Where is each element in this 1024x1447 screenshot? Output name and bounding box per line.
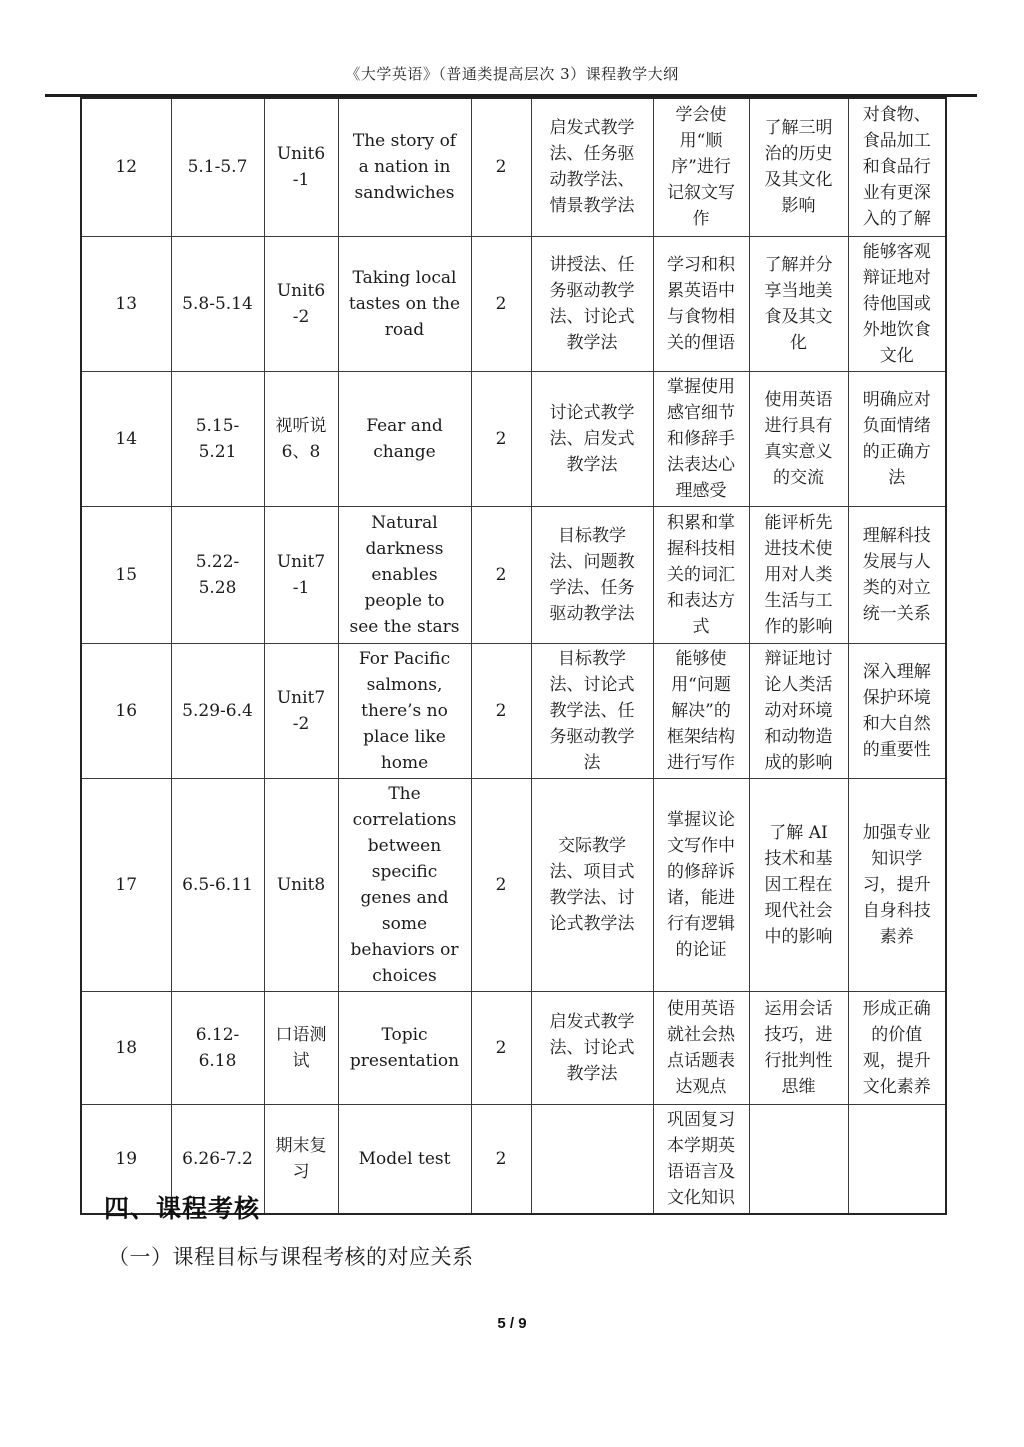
- table-row: [81, 778, 946, 991]
- table-row: [81, 506, 946, 643]
- cell-class-hours: 2: [471, 1104, 531, 1214]
- cell-unit: Unit7-2: [264, 643, 338, 778]
- cell-teaching-methods: 讨论式教学法、启发式教学法: [531, 371, 653, 506]
- cell-teaching-methods: 启发式教学法、任务驱动教学法、情景教学法: [531, 98, 653, 236]
- cell-objective-2: 了解三明治的历史及其文化影响: [749, 98, 848, 236]
- cell-teaching-methods: 讲授法、任务驱动教学法、讨论式教学法: [531, 236, 653, 371]
- cell-unit: 视听说 6、8: [264, 371, 338, 506]
- cell-teaching-methods: 交际教学法、项目式教学法、讨论式教学法: [531, 778, 653, 991]
- cell-objective-1: 学习和积累英语中与食物相关的俚语: [653, 236, 749, 371]
- cell-topic: For Pacific salmons, there’s no place like home: [338, 643, 471, 778]
- cell-objective-3: 形成正确的价值观，提升文化素养: [848, 991, 946, 1104]
- cell-objective-3: 理解科技发展与人类的对立统一关系: [848, 506, 946, 643]
- cell-unit: Unit8: [264, 778, 338, 991]
- cell-objective-3: 深入理解保护环境和大自然的重要性: [848, 643, 946, 778]
- cell-objective-2: 了解并分享当地美食及其文化: [749, 236, 848, 371]
- cell-unit: 期末复习: [264, 1104, 338, 1214]
- cell-class-hours: 2: [471, 506, 531, 643]
- cell-objective-1: 掌握议论文写作中的修辞诉诸，能进行有逻辑的论证: [653, 778, 749, 991]
- cell-objective-2: 能评析先进技术使用对人类生活与工作的影响: [749, 506, 848, 643]
- cell-class-hours: 2: [471, 643, 531, 778]
- cell-objective-3: 明确应对负面情绪的正确方法: [848, 371, 946, 506]
- table-row: [81, 98, 946, 236]
- cell-class-hours: 2: [471, 371, 531, 506]
- cell-topic: Taking local tastes on the road: [338, 236, 471, 371]
- cell-objective-3: 对食物、食品加工和食品行业有更深入的了解: [848, 98, 946, 236]
- cell-date-range: 5.22-5.28: [171, 506, 264, 643]
- cell-teaching-methods: [531, 1104, 653, 1214]
- cell-objective-2: 辩证地讨论人类活动对环境和动物造成的影响: [749, 643, 848, 778]
- cell-unit: Unit7-1: [264, 506, 338, 643]
- cell-class-hours: 2: [471, 98, 531, 236]
- cell-date-range: 5.29-6.4: [171, 643, 264, 778]
- cell-objective-2: 使用英语进行具有真实意义的交流: [749, 371, 848, 506]
- cell-teaching-methods: 目标教学法、讨论式教学法、任务驱动教学法: [531, 643, 653, 778]
- cell-objective-1: 能够使用“问题解决”的框架结构进行写作: [653, 643, 749, 778]
- cell-unit: 口语测试: [264, 991, 338, 1104]
- cell-objective-2: [749, 1104, 848, 1214]
- cell-week-number: 12: [81, 98, 171, 236]
- cell-objective-1: 使用英语就社会热点话题表达观点: [653, 991, 749, 1104]
- cell-week-number: 15: [81, 506, 171, 643]
- cell-week-number: 17: [81, 778, 171, 991]
- cell-date-range: 5.1-5.7: [171, 98, 264, 236]
- cell-topic: The correlations between specific genes and some behaviors or choices: [338, 778, 471, 991]
- cell-topic: Natural darkness enables people to see the stars: [338, 506, 471, 643]
- cell-week-number: 18: [81, 991, 171, 1104]
- cell-objective-3: [848, 1104, 946, 1214]
- cell-date-range: 5.8-5.14: [171, 236, 264, 371]
- cell-topic: Model test: [338, 1104, 471, 1214]
- subsection-heading: （一）课程目标与课程考核的对应关系: [108, 1245, 474, 1269]
- cell-topic: Fear and change: [338, 371, 471, 506]
- table-row: [81, 991, 946, 1104]
- table-row: [81, 371, 946, 506]
- cell-week-number: 13: [81, 236, 171, 371]
- cell-unit: Unit6-1: [264, 98, 338, 236]
- cell-teaching-methods: 目标教学法、问题教学法、任务驱动教学法: [531, 506, 653, 643]
- cell-topic: The story of a nation in sandwiches: [338, 98, 471, 236]
- cell-class-hours: 2: [471, 778, 531, 991]
- cell-date-range: 6.12-6.18: [171, 991, 264, 1104]
- cell-date-range: 5.15-5.21: [171, 371, 264, 506]
- cell-objective-2: 了解 AI 技术和基因工程在现代社会中的影响: [749, 778, 848, 991]
- section-heading: 四、课程考核: [104, 1194, 261, 1223]
- cell-objective-3: 能够客观辩证地对待他国或外地饮食文化: [848, 236, 946, 371]
- cell-objective-1: 学会使用“顺序”进行记叙文写作: [653, 98, 749, 236]
- table-row: [81, 236, 946, 371]
- page-number: 5 / 9: [497, 1315, 527, 1332]
- cell-class-hours: 2: [471, 236, 531, 371]
- cell-objective-3: 加强专业知识学习，提升自身科技素养: [848, 778, 946, 991]
- cell-week-number: 16: [81, 643, 171, 778]
- cell-date-range: 6.5-6.11: [171, 778, 264, 991]
- cell-week-number: 19: [81, 1104, 171, 1214]
- cell-objective-2: 运用会话技巧，进行批判性思维: [749, 991, 848, 1104]
- cell-objective-1: 积累和掌握科技相关的词汇和表达方式: [653, 506, 749, 643]
- cell-class-hours: 2: [471, 991, 531, 1104]
- document-header: 《大学英语》（普通类提高层次 3）课程教学大纲: [345, 65, 679, 83]
- cell-objective-1: 巩固复习本学期英语语言及文化知识: [653, 1104, 749, 1214]
- course-schedule-table: [80, 97, 947, 1215]
- cell-objective-1: 掌握使用感官细节和修辞手法表达心理感受: [653, 371, 749, 506]
- cell-topic: Topic presentation: [338, 991, 471, 1104]
- table-row: [81, 643, 946, 778]
- cell-teaching-methods: 启发式教学法、讨论式教学法: [531, 991, 653, 1104]
- cell-date-range: 6.26-7.2: [171, 1104, 264, 1214]
- cell-week-number: 14: [81, 371, 171, 506]
- cell-unit: Unit6-2: [264, 236, 338, 371]
